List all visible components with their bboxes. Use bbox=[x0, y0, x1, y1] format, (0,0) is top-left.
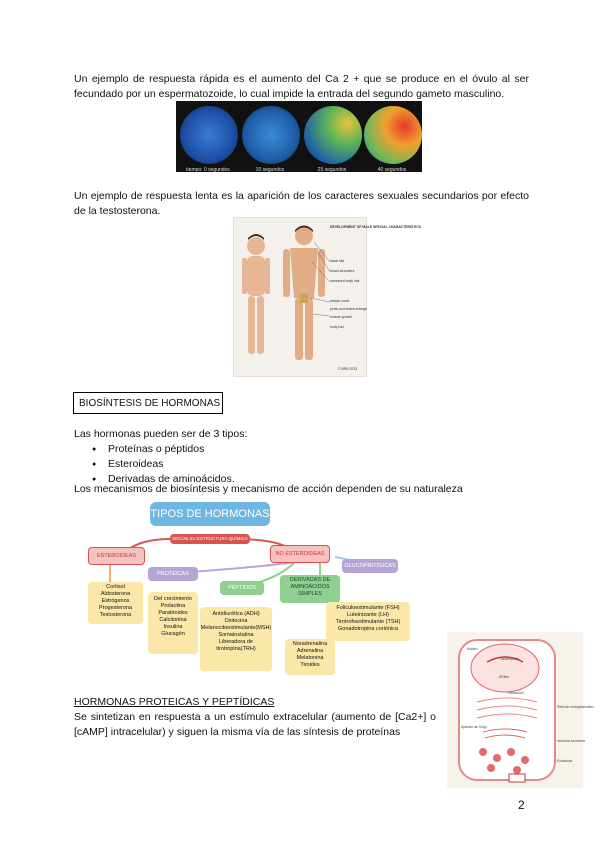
node-glucoproteicas: GLUCOPROTEICAS bbox=[342, 559, 398, 573]
list-item: ● Proteínas o péptidos bbox=[92, 442, 235, 457]
section-title-biosintesis: BIOSÍNTESIS DE HORMONAS bbox=[73, 392, 223, 414]
egg-disc-1 bbox=[180, 106, 238, 164]
paragraph-protein-synthesis: Se sintetizan en respuesta a un estímulo extracelular (aumento de [Ca2+] o [cAMP] intracelular) y siguen la misma vía de las síntesis de proteínas bbox=[74, 711, 436, 738]
cell-label-vesicula: Vesícula secretora bbox=[557, 739, 585, 743]
cell-secretion-diagram bbox=[447, 632, 595, 788]
cell-svg bbox=[447, 632, 595, 788]
node-esteroideas-list: Cortisol Aldosterona Estrógenos Progesterona Testosterona bbox=[88, 582, 143, 624]
caption-4: 40 segundos bbox=[377, 167, 407, 173]
mindmap-subtitle: SEGÚN SU ESTRUCTURA QUÍMICA bbox=[170, 534, 250, 544]
list-item: ● Esteroideas bbox=[92, 457, 235, 472]
node-derivadas: DERIVADAS DE AMINOÁCIDOS SIMPLES bbox=[280, 575, 340, 603]
egg-disc-4 bbox=[364, 106, 422, 164]
node-no-esteroideas: NO ESTEROIDEAS bbox=[270, 545, 330, 563]
cell-label-arnm: ARNm bbox=[499, 675, 509, 679]
cell-label-golgi: Aparato de Golgi bbox=[461, 725, 487, 729]
figure-label-6: muscle growth bbox=[330, 315, 352, 319]
cell-label-exocitosis: Exocitosis bbox=[557, 759, 573, 763]
figure-label-7: body hair bbox=[330, 325, 344, 329]
page-number: 2 bbox=[518, 798, 525, 812]
node-peptidos: PÉPTIDOS bbox=[220, 581, 264, 595]
caption-1: tiempo: 0 segundos bbox=[186, 167, 230, 173]
node-proteicas: PROTEICAS bbox=[148, 567, 198, 581]
figure-label-2: broad shoulders bbox=[330, 269, 355, 273]
node-proteicas-list: Del crecimiento Prolactina Paratiroides Calcitonina Insulina Glucagón bbox=[148, 592, 198, 654]
cell-label-transcripcion: Transcripción bbox=[499, 657, 520, 661]
egg-disc-2 bbox=[242, 106, 300, 164]
figure-label-4: deeper voice bbox=[330, 299, 350, 303]
cell-label-nucleo: Núcleo bbox=[467, 647, 478, 651]
node-peptidos-list: Antidiurética (ADH) Oxitocina Melanocitoestimulante(MSH) Somatostatina Liberadora de tirotropina(TRH) bbox=[200, 607, 272, 671]
calcium-wave-image bbox=[176, 101, 422, 172]
figure-label-3: increased body hair bbox=[330, 279, 360, 283]
caption-3: 25 segundos bbox=[317, 167, 347, 173]
figure-label-1: facial hair bbox=[330, 259, 345, 263]
figure-title: DEVELOPMENT OF MALE SPECIAL CHARACTERISTICS bbox=[330, 225, 421, 229]
caption-2: 10 segundos bbox=[255, 167, 285, 173]
paragraph-fast-response: Un ejemplo de respuesta rápida es el aumento del Ca 2 + que se produce en el óvulo al ser fecundado por un espermatozoide, lo cual impide la entrada del segundo gameto masculino. bbox=[74, 73, 529, 100]
figure-label-5: penis and testes enlarge bbox=[330, 307, 367, 311]
figure-credit: © BRN 2023 bbox=[338, 367, 358, 371]
types-intro: Las hormonas pueden ser de 3 tipos: bbox=[74, 428, 248, 440]
paragraph-slow-response: Un ejemplo de respuesta lenta es la aparición de los caracteres sexuales secundarios por efecto de la testosterona. bbox=[74, 190, 529, 217]
mechanisms-text: Los mecanismos de biosíntesis y mecanismo de acción dependen de su naturaleza bbox=[74, 483, 463, 495]
node-esteroideas: ESTEROIDEAS bbox=[88, 547, 145, 565]
node-glucoproteicas-list: Foliculoestimulante (FSH) Luteinizante (LH) Tirotrofoestimulante (TSH) Gonadotropina coriónica bbox=[326, 602, 410, 641]
male-development-figure bbox=[233, 217, 421, 377]
list-item: ● Derivadas de aminoácidos. bbox=[92, 472, 235, 487]
mindmap-title: TIPOS DE HORMONAS bbox=[150, 502, 270, 526]
body-illustration bbox=[234, 218, 421, 376]
cell-label-reticulo: Retículo endoplasmático bbox=[557, 705, 595, 709]
subsection-title: HORMONAS PROTEICAS Y PEPTÍDICAS bbox=[74, 696, 275, 708]
cell-label-traduccion: Traducción bbox=[507, 691, 524, 695]
node-derivadas-list: Noradrenalina Adrenalina Melatonina Tiroides bbox=[285, 639, 335, 675]
hormone-types-mindmap bbox=[80, 497, 440, 687]
egg-disc-3 bbox=[304, 106, 362, 164]
hormone-types-list bbox=[92, 442, 235, 487]
